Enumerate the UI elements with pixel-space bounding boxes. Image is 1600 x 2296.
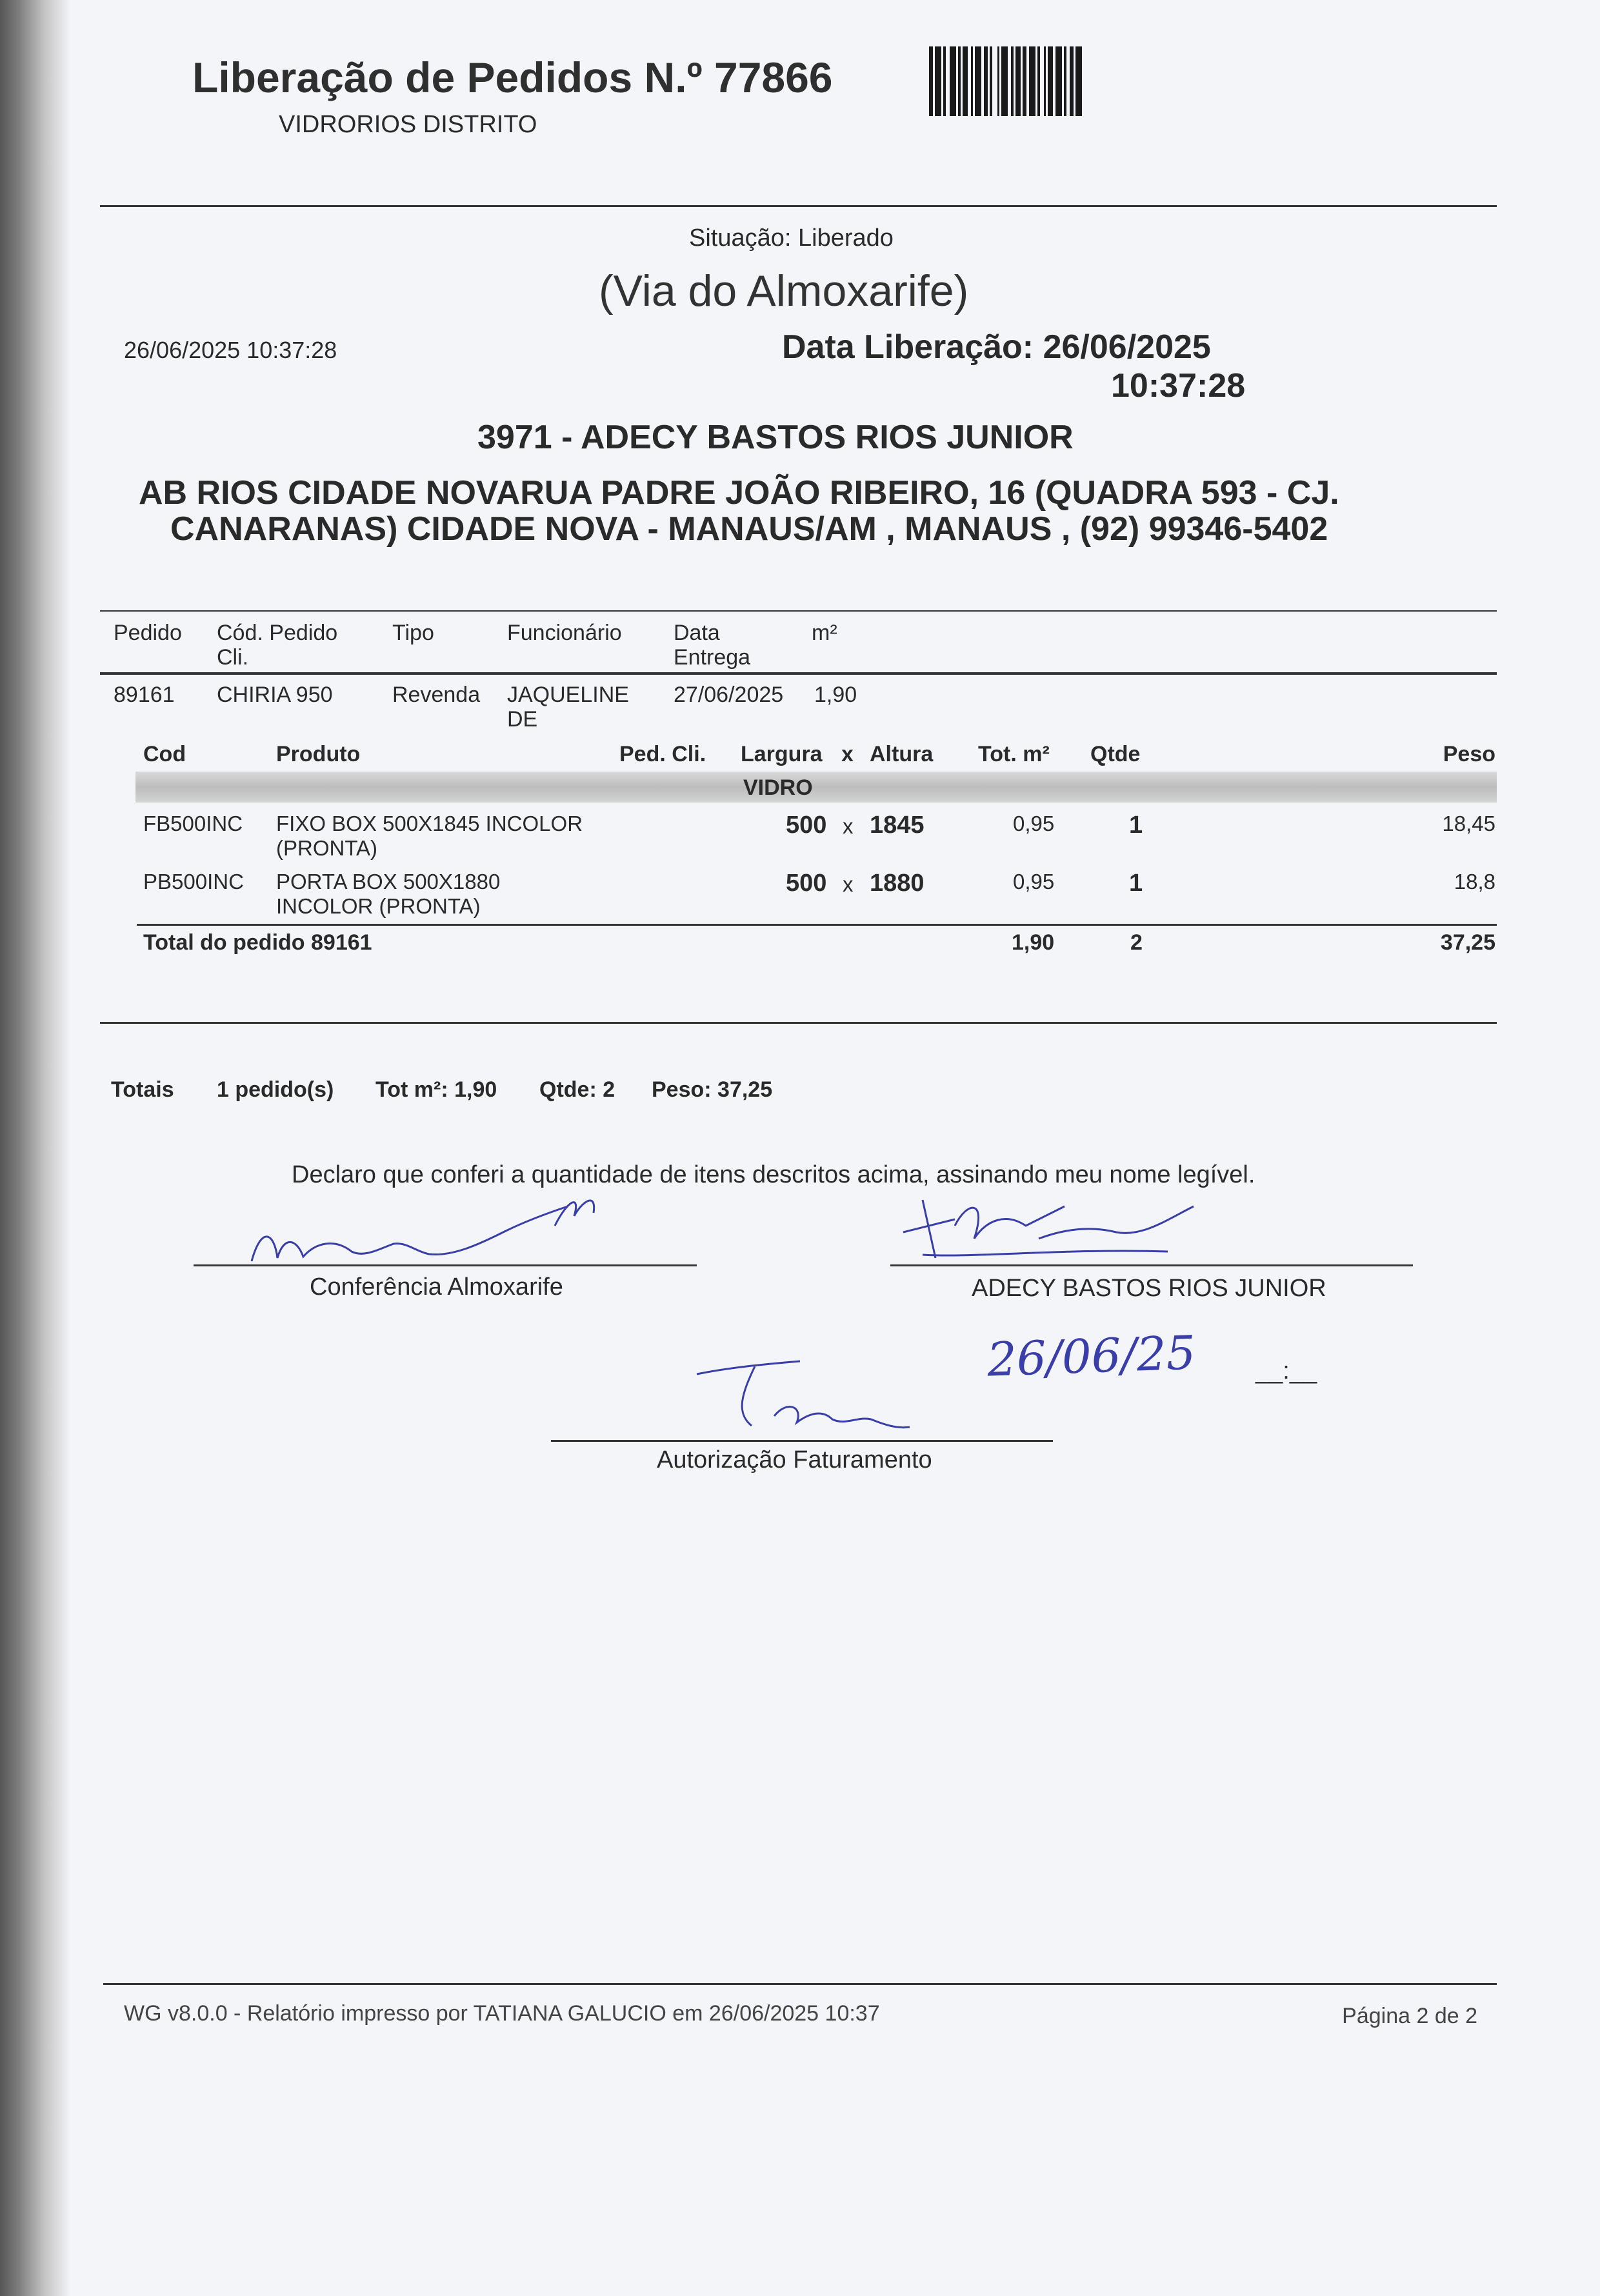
order-funcionario-2: DE [507,707,538,732]
document-title: Liberação de Pedidos N.º 77866 [192,54,833,101]
order-table-top [100,610,1497,612]
col-data-2: Entrega [674,645,751,670]
order-funcionario: JAQUELINE [507,683,629,707]
handwritten-date: 26/06/25 [986,1325,1197,1387]
order-total-m2: 1,90 [1012,930,1055,955]
status-text: Situação: Liberado [689,225,894,252]
items-col-cod: Cod [143,742,186,766]
item-1-x: x [843,814,854,838]
col-cod-pedido-2: Cli. [217,645,249,670]
company-name: VIDRORIOS DISTRITO [279,111,537,138]
item-2-tot-m2: 0,95 [1013,870,1055,893]
footer-page: Página 2 de 2 [1342,2004,1477,2028]
item-1-altura: 1845 [870,812,925,839]
time-blank: __:__ [1255,1357,1317,1384]
col-funcionario: Funcionário [507,621,622,645]
item-1-largura: 500 [786,812,827,839]
order-total-peso: 37,25 [1440,930,1495,955]
item-1-produto-2: (PRONTA) [276,836,378,860]
totals-peso: Peso: 37,25 [652,1077,773,1102]
item-1-cod: FB500INC [143,812,243,835]
item-1-tot-m2: 0,95 [1013,812,1055,835]
order-tipo: Revenda [392,683,481,707]
customer-name: 3971 - ADECY BASTOS RIOS JUNIOR [477,419,1074,456]
order-total-label: Total do pedido 89161 [143,930,372,955]
label-conferencia: Conferência Almoxarife [310,1273,563,1301]
item-2-largura: 500 [786,870,827,897]
order-data-entrega: 27/06/2025 [674,683,784,707]
footer-printed-by: WG v8.0.0 - Relatório impresso por TATIANA GALUCIO em 26/06/2025 10:37 [124,2001,880,2026]
order-m2: 1,90 [814,683,857,707]
item-2-altura: 1880 [870,870,925,897]
items-col-altura: Altura [870,742,934,766]
col-pedido: Pedido [114,621,182,645]
release-time: 10:37:28 [1111,367,1246,404]
signature-cliente [897,1193,1258,1284]
release-date: Data Liberação: 26/06/2025 [782,328,1211,366]
items-col-tot-m2: Tot. m² [978,742,1050,766]
scan-shadow [0,0,71,2296]
customer-address-line1: AB RIOS CIDADE NOVARUA PADRE JOÃO RIBEIRO, 16 (QUADRA 593 - CJ. [139,474,1339,512]
line-autorizacao [551,1440,1053,1442]
order-pedido: 89161 [114,683,175,707]
items-col-qtde: Qtde [1090,742,1141,766]
items-col-peso: Peso [1443,742,1495,766]
items-col-ped-cli: Ped. Cli. [619,742,706,766]
items-total-divider [137,924,1497,926]
barcode [929,46,1174,116]
item-2-cod: PB500INC [143,870,244,893]
item-2-produto: PORTA BOX 500X1880 [276,870,501,893]
footer-divider [103,1983,1497,1985]
item-2-x: x [843,872,854,896]
declaration-text: Declaro que conferi a quantidade de itens descritos acima, assinando meu nome legível. [292,1161,1255,1188]
group-band [135,772,1497,803]
line-conferencia [194,1264,697,1266]
label-cliente: ADECY BASTOS RIOS JUNIOR [972,1275,1326,1302]
col-cod-pedido: Cód. Pedido [217,621,338,645]
col-data: Data [674,621,720,645]
print-datetime: 26/06/2025 10:37:28 [124,337,337,363]
signature-autorizacao [690,1355,961,1439]
totals-m2: Tot m²: 1,90 [375,1077,497,1102]
order-total-qtde: 2 [1130,930,1143,955]
col-tipo: Tipo [392,621,434,645]
items-col-produto: Produto [276,742,361,766]
totals-label: Totais [111,1077,174,1102]
items-col-largura: Largura [741,742,823,766]
item-2-qtde: 1 [1129,870,1143,897]
totals-pedidos: 1 pedido(s) [217,1077,334,1102]
label-autorizacao: Autorização Faturamento [657,1446,932,1473]
group-label: VIDRO [743,775,813,800]
item-2-peso: 18,8 [1454,870,1495,893]
item-1-produto: FIXO BOX 500X1845 INCOLOR [276,812,583,835]
order-table-header-divider [100,672,1497,675]
col-m2: m² [812,621,837,645]
item-2-produto-2: INCOLOR (PRONTA) [276,894,481,918]
item-1-qtde: 1 [1129,812,1143,839]
item-1-peso: 18,45 [1442,812,1495,835]
items-col-x: x [841,742,854,766]
header-divider [100,205,1497,207]
customer-address-line2: CANARANAS) CIDADE NOVA - MANAUS/AM , MANAUS , (92) 99346-5402 [170,510,1328,548]
totals-divider [100,1022,1497,1024]
signature-conferencia [245,1187,665,1284]
order-cod-pedido: CHIRIA 950 [217,683,333,707]
line-cliente [890,1264,1413,1266]
totals-qtde: Qtde: 2 [539,1077,615,1102]
copy-label: (Via do Almoxarife) [599,266,969,315]
